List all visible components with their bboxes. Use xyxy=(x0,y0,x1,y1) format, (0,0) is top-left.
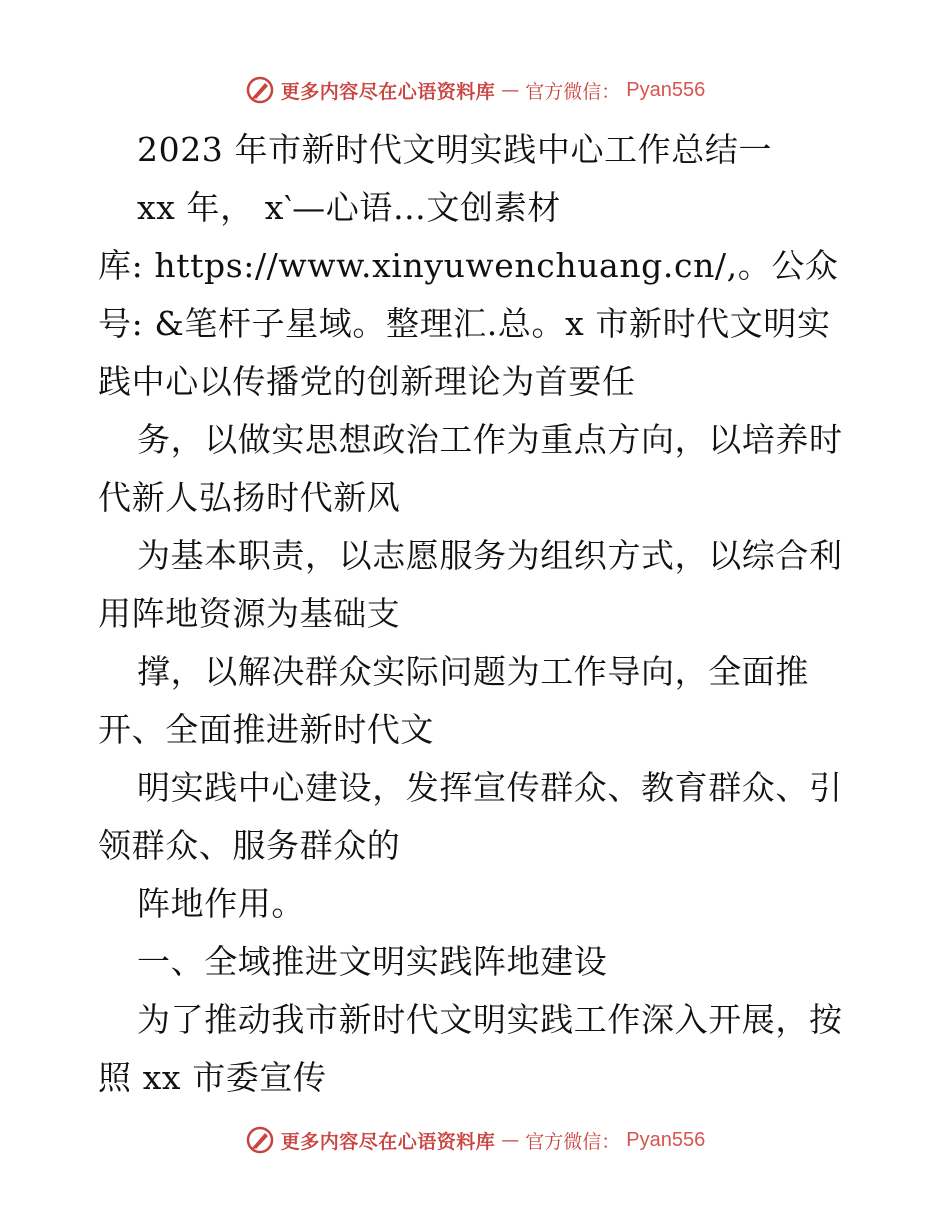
feather-pen-logo-icon xyxy=(245,75,275,105)
watermark-brand-text: 更多内容尽在心语资料库 xyxy=(280,1130,496,1153)
doc-line: xx 年， x‵—心语…文创素材 xyxy=(137,188,561,227)
watermark-banner-top xyxy=(0,70,950,110)
doc-line: 撑，以解决群众实际问题为工作导向，全面推 xyxy=(137,652,809,691)
doc-line: 践中心以传播党的创新理论为首要任 xyxy=(98,362,636,401)
doc-line: 开、全面推进新时代文 xyxy=(98,710,434,749)
watermark-banner-bottom xyxy=(0,1120,950,1160)
doc-line: 务，以做实思想政治工作为重点方向，以培养时 xyxy=(137,420,843,459)
doc-line: 为基本职责，以志愿服务为组织方式，以综合利 xyxy=(137,536,843,575)
doc-line: 阵地作用。 xyxy=(137,884,305,923)
doc-line: 明实践中心建设，发挥宣传群众、教育群众、引 xyxy=(137,768,843,807)
watermark-wechat-id: Pyan556 xyxy=(626,1128,706,1151)
watermark-wechat-id: Pyan556 xyxy=(626,78,706,101)
doc-line: 领群众、服务群众的 xyxy=(98,826,401,865)
doc-line: 代新人弘扬时代新风 xyxy=(98,478,401,517)
doc-line-heading: 一、全域推进文明实践阵地建设 xyxy=(137,942,608,981)
doc-line: 号: &笔杆子星域。整理汇.总。x 市新时代文明实 xyxy=(98,304,831,343)
watermark-separator: — xyxy=(501,1129,520,1151)
doc-line: 为了推动我市新时代文明实践工作深入开展，按 xyxy=(137,1000,843,1039)
doc-line: 照 xx 市委宣传 xyxy=(98,1058,327,1097)
doc-line: 用阵地资源为基础支 xyxy=(98,594,401,633)
watermark-wechat-label: 官方微信： xyxy=(525,80,621,103)
watermark-brand-text: 更多内容尽在心语资料库 xyxy=(280,80,496,103)
doc-line-title: 2023 年市新时代文明实践中心工作总结一 xyxy=(137,130,773,169)
watermark-separator: — xyxy=(501,79,520,101)
watermark-wechat-label: 官方微信： xyxy=(525,1130,621,1153)
feather-pen-logo-icon xyxy=(245,1125,275,1155)
doc-line: 库: https://www.xinyuwenchuang.cn/,。公众 xyxy=(98,246,839,285)
